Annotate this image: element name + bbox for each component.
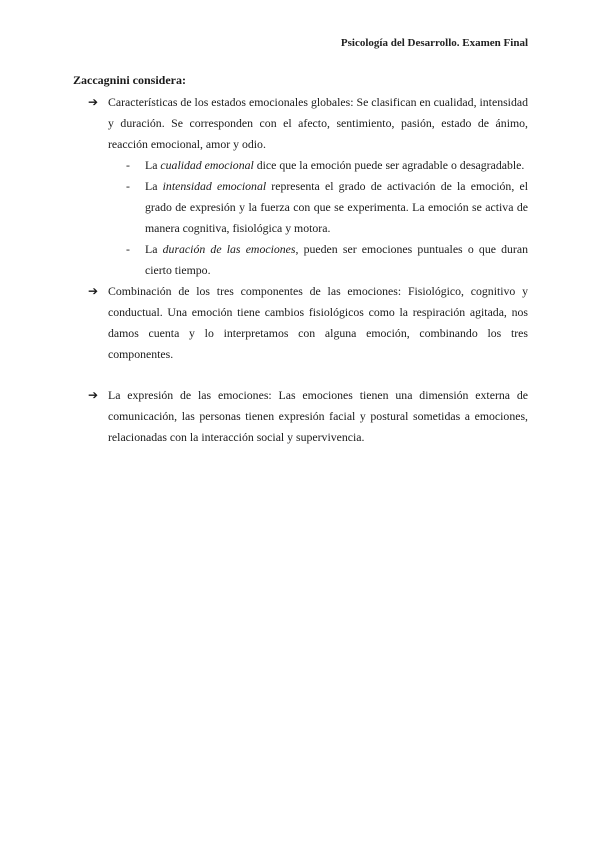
sub-item	[88, 155, 528, 176]
sub-text-pre: La	[145, 158, 161, 172]
sub-text-emphasis: duración de las emociones	[162, 242, 296, 256]
right-arrow-icon: ➔	[88, 284, 99, 298]
sub-text-emphasis: intensidad emocional	[162, 179, 267, 193]
bullet-text: La expresión de las emociones: Las emociones tienen una dimensión externa de comunicación, las personas tienen expresión facial y postural sometidas a emociones, relacionadas con la interacción social y supervivencia.	[108, 388, 528, 444]
page-header-title: Psicología del Desarrollo. Examen Final	[340, 37, 528, 49]
sub-item	[88, 239, 528, 281]
right-arrow-icon: ➔	[88, 95, 99, 109]
sub-text-post: dice que la emoción puede ser agradable o desagradable.	[253, 158, 525, 172]
dash-marker: -	[126, 158, 130, 172]
dash-marker: -	[126, 242, 130, 256]
sub-text-post: representa el grado de activación de la emoción, el grado de expresión y la fuerza con que se experimenta. La emoción se activa de manera cognitiva, fisiológica y motora.	[145, 179, 528, 235]
document-body	[88, 92, 528, 448]
sub-text-emphasis: cualidad emocional	[160, 158, 254, 172]
sub-text-pre: La	[145, 179, 163, 193]
sub-text-post: , pueden ser emociones puntuales o que duran cierto tiempo.	[145, 242, 528, 277]
sub-item	[88, 176, 528, 239]
dash-marker: -	[126, 179, 130, 193]
bullet-text: Combinación de los tres componentes de las emociones: Fisiológico, cognitivo y conductual. Una emoción tiene cambios fisiológicos como la respiración agitada, nos damos cuenta y lo interpretamos con alguna emoción, combinando los tres componentes.	[108, 284, 528, 361]
bullet-item	[88, 281, 528, 365]
sub-text-pre: La	[145, 242, 163, 256]
bullet-item	[88, 92, 528, 155]
right-arrow-icon: ➔	[88, 388, 99, 402]
section-title: Zaccagnini considera:	[73, 73, 186, 87]
bullet-item	[88, 385, 528, 448]
bullet-text: Características de los estados emocionales globales: Se clasifican en cualidad, intensidad y duración. Se corresponden con el afecto, sentimiento, pasión, estado de ánimo, reacción emocional, amor y odio.	[108, 95, 528, 151]
paragraph-gap	[88, 365, 528, 385]
